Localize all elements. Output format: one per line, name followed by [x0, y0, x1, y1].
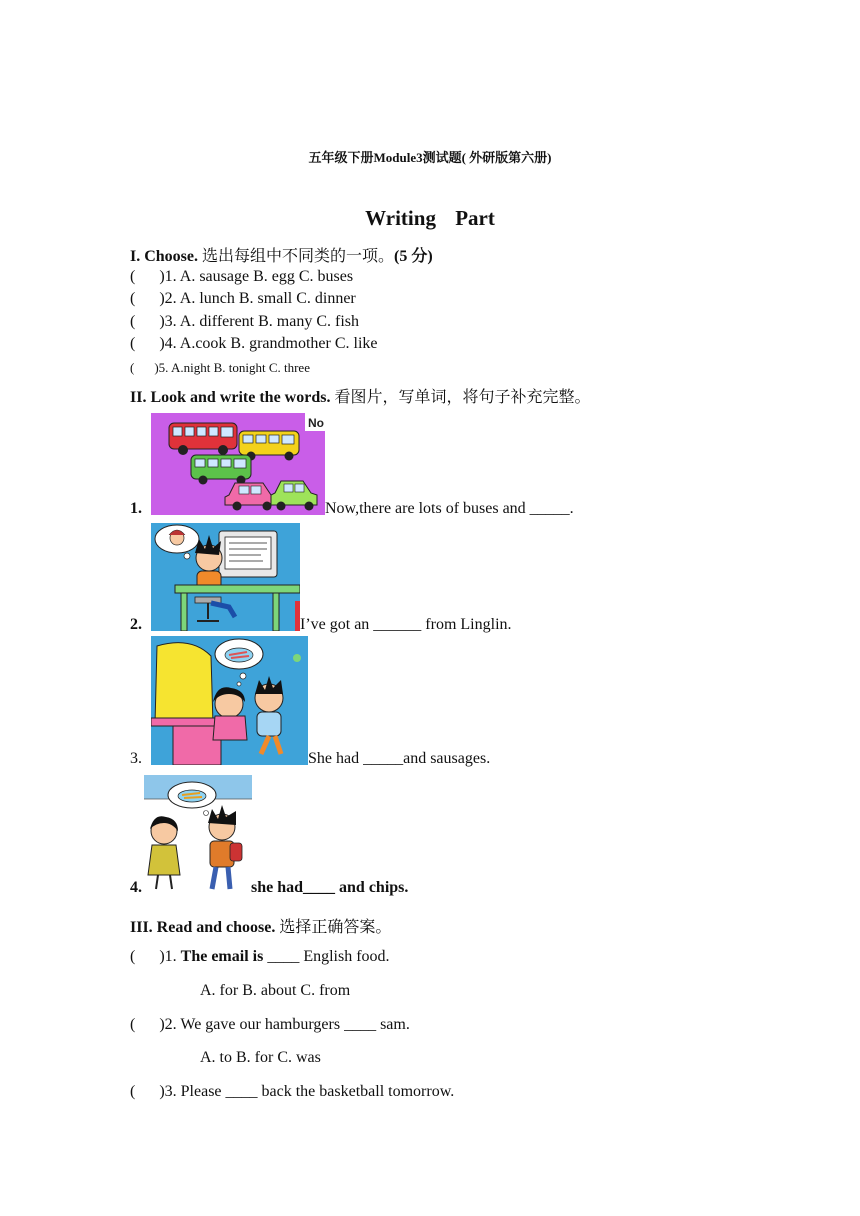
s1-question-2	[130, 290, 356, 308]
answer-paren: (	[130, 335, 136, 352]
item-1-number: 1.	[130, 500, 142, 517]
answer-paren: (	[130, 1016, 136, 1033]
question-prefix: )3.	[159, 1083, 181, 1100]
s3-question-1	[130, 948, 390, 966]
s3-question-3	[130, 1083, 454, 1101]
item-2-number: 2.	[130, 616, 142, 633]
answer-paren: (	[130, 360, 135, 375]
item-1-sentence: Now,there are lots of buses and _____.	[325, 500, 574, 517]
question-text: )2. A. lunch B. small C. dinner	[159, 290, 356, 307]
s1-question-1	[130, 268, 353, 286]
answer-paren: (	[130, 948, 136, 965]
boy-at-computer-image	[151, 523, 300, 631]
question-prefix: )2.	[159, 1016, 181, 1033]
s1-question-4	[130, 335, 378, 353]
s1-question-5	[130, 360, 310, 376]
answer-paren: (	[130, 290, 136, 307]
buses-and-cars-image	[151, 413, 325, 515]
s3-question-2	[130, 1016, 410, 1034]
question-text: )3. A. different B. many C. fish	[159, 313, 360, 330]
question-prefix: )1.	[159, 948, 181, 965]
s1-question-3	[130, 313, 359, 331]
section-3-heading-cn: 选择正确答案。	[279, 919, 392, 936]
answer-paren: (	[130, 268, 136, 285]
question-bold-text: The email is	[180, 948, 264, 965]
section-3-heading-en: III. Read and choose.	[130, 919, 276, 936]
question-text: )4. A.cook B. grandmother C. like	[159, 335, 378, 352]
section-1-heading-cn: 选出每组中不同类的一项。	[202, 248, 395, 265]
question-text: )1. A. sausage B. egg C. buses	[159, 268, 354, 285]
document-title: 五年级下册Module3测试题( 外研版第六册)	[308, 150, 552, 165]
s3-question-2-options: A. to B. for C. was	[200, 1049, 321, 1066]
answer-paren: (	[130, 1083, 136, 1100]
item-3-number: 3.	[130, 750, 142, 767]
girl-and-boy-talking-image	[140, 775, 252, 895]
section-2-heading-en: II. Look and write the words.	[130, 389, 331, 406]
part-title: Writing Part	[365, 206, 495, 230]
section-2-heading-cn: 看图片，写单词，将句子补充完整。	[334, 389, 591, 406]
item-2-sentence: I’ve got an ______ from Linglin.	[300, 616, 512, 633]
section-3-heading	[130, 914, 391, 937]
section-1-points: (5 分)	[394, 248, 433, 265]
section-1-heading-en: I. Choose.	[130, 248, 199, 265]
item-4-number: 4.	[130, 879, 142, 896]
girl-and-boy-at-computer-image	[151, 636, 308, 765]
question-text: ____ English food.	[263, 948, 390, 965]
section-1-heading	[130, 243, 433, 266]
item-4-sentence: she had____ and chips.	[251, 879, 409, 896]
question-text: )5. A.night B. tonight C. three	[154, 360, 310, 375]
item-3-sentence: She had _____and sausages.	[308, 750, 491, 767]
question-text: Please ____ back the basketball tomorrow.	[180, 1083, 455, 1100]
answer-paren: (	[130, 313, 136, 330]
section-2-heading	[130, 384, 590, 407]
question-text: We gave our hamburgers ____ sam.	[180, 1016, 410, 1033]
image-corner-text: No	[308, 416, 324, 430]
s3-question-1-options: A. for B. about C. from	[200, 982, 351, 999]
